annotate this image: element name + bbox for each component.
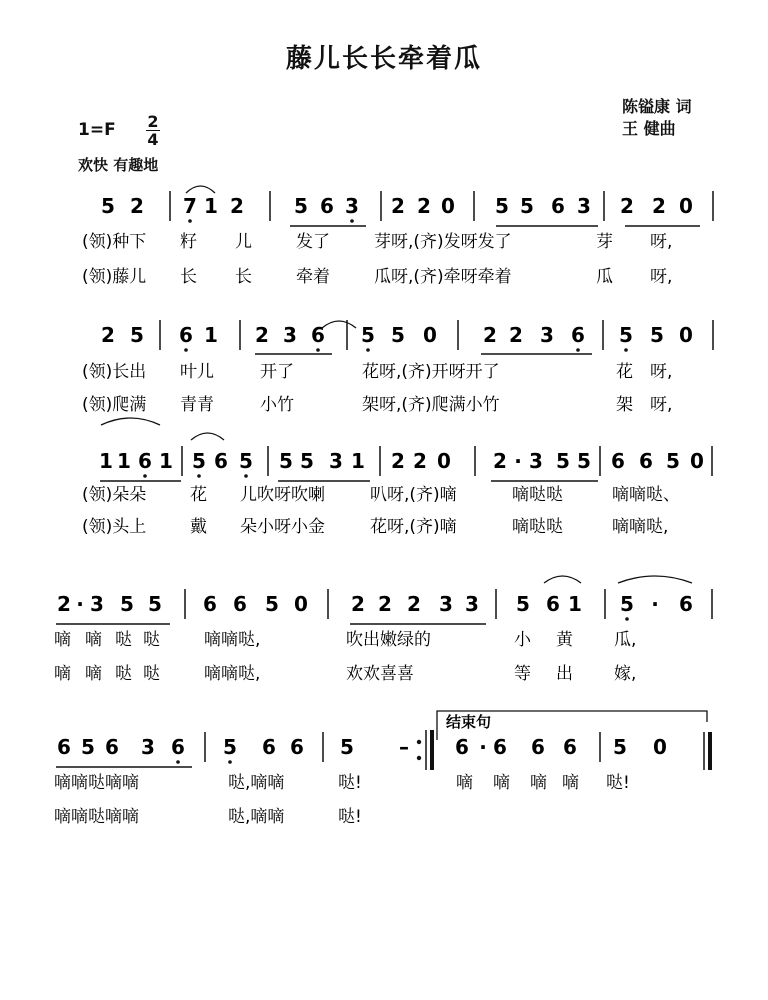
note-1-8: 3: [345, 194, 359, 218]
lyric-3-1-3: 儿吹呀吹喇: [240, 485, 325, 505]
note-5-11: 6: [455, 735, 469, 759]
note-1-17: 2: [652, 194, 666, 218]
note-1-16: 2: [620, 194, 634, 218]
low-octave-dot: [350, 219, 354, 223]
note-2-5: 2: [255, 323, 269, 347]
low-octave-dot: [176, 760, 180, 764]
lyric-4-1-2: 嘀: [85, 630, 102, 650]
note-5-16: 5: [613, 735, 627, 759]
lyric-1-2-4: 牵着: [296, 267, 330, 287]
lyric-3-1-4: 叭呀,(齐)嘀: [370, 485, 457, 505]
lyric-3-2-3: 朵小呀小金: [240, 517, 325, 537]
lyric-1-2-6: 瓜: [596, 267, 613, 287]
note-4-14: 3: [465, 592, 479, 616]
note-2-12: 2: [509, 323, 523, 347]
note-5-12: ·: [479, 735, 487, 759]
slur: [544, 576, 581, 583]
song-title: 藤儿长长牵着瓜: [285, 44, 482, 74]
note-2-9: 5: [391, 323, 405, 347]
note-4-9: 0: [294, 592, 308, 616]
note-2-1: 2: [101, 323, 115, 347]
note-2-2: 5: [130, 323, 144, 347]
lyric-1-1-6: 芽: [596, 232, 613, 252]
lyric-1-2-2: 长: [180, 267, 197, 287]
note-2-15: 5: [619, 323, 633, 347]
lyric-2-1-2: 叶儿: [180, 362, 214, 382]
lyric-5-2-3: 哒!: [338, 807, 362, 827]
lyric-2-1-1: (领)长出: [82, 362, 147, 382]
lyric-5-1-8: 哒!: [606, 773, 630, 793]
lyric-3-2-5: 嘀哒哒: [512, 517, 563, 537]
note-1-4: 1: [204, 194, 218, 218]
note-3-22: 5: [666, 449, 680, 473]
repeat-dot: [417, 756, 421, 760]
note-3-20: 6: [611, 449, 625, 473]
lyricist-credit: 陈镒康 词: [622, 97, 692, 116]
lyric-2-1-4: 花呀,(齐)开呀开了: [362, 362, 500, 382]
note-3-7: 5: [239, 449, 253, 473]
lyric-2-2-3: 小竹: [260, 395, 294, 415]
lyric-4-1-6: 吹出嫩绿的: [346, 630, 431, 650]
low-octave-dot: [197, 474, 201, 478]
note-3-19: 5: [577, 449, 591, 473]
low-octave-dot: [624, 348, 628, 352]
note-1-2: 2: [130, 194, 144, 218]
lyric-1-1-2: 籽: [180, 232, 197, 252]
low-octave-dot: [576, 348, 580, 352]
lyric-3-2-2: 戴: [190, 517, 207, 537]
note-3-23: 0: [690, 449, 704, 473]
note-2-10: 0: [423, 323, 437, 347]
note-2-14: 6: [571, 323, 585, 347]
lyric-2-1-3: 开了: [260, 362, 294, 382]
composer-credit: 王 健曲: [622, 119, 676, 138]
lyric-1-1-3: 儿: [235, 232, 252, 252]
lyric-3-2-1: (领)头上: [82, 517, 147, 537]
note-4-2: ·: [76, 592, 84, 616]
note-5-3: 6: [105, 735, 119, 759]
repeat-dot: [417, 740, 421, 744]
note-5-4: 3: [141, 735, 155, 759]
note-2-13: 3: [540, 323, 554, 347]
note-4-10: 2: [351, 592, 365, 616]
lyric-2-1-6: 呀,: [650, 362, 673, 382]
low-octave-dot: [244, 474, 248, 478]
note-4-1: 2: [57, 592, 71, 616]
lyric-4-2-3: 哒: [115, 664, 132, 684]
note-5-2: 5: [81, 735, 95, 759]
note-4-18: 5: [620, 592, 634, 616]
lyric-5-1-7: 嘀: [562, 773, 579, 793]
note-3-15: 2: [493, 449, 507, 473]
note-3-13: 2: [413, 449, 427, 473]
low-octave-dot: [366, 348, 370, 352]
lyric-5-1-3: 哒!: [338, 773, 362, 793]
low-octave-dot: [316, 348, 320, 352]
low-octave-dot: [228, 760, 232, 764]
note-3-9: 5: [300, 449, 314, 473]
note-4-17: 1: [568, 592, 582, 616]
time-signature-bottom: 4: [147, 130, 159, 149]
lyric-5-1-5: 嘀: [493, 773, 510, 793]
note-3-3: 6: [138, 449, 152, 473]
lyric-1-1-4: 发了: [296, 232, 330, 252]
lyric-3-1-1: (领)朵朵: [82, 485, 147, 505]
note-2-7: 6: [311, 323, 325, 347]
lyric-3-1-6: 嘀嘀哒、: [612, 485, 680, 505]
note-4-15: 5: [516, 592, 530, 616]
lyric-4-2-1: 嘀: [54, 664, 71, 684]
slur: [101, 418, 160, 425]
note-3-6: 6: [214, 449, 228, 473]
time-signature-top: 2: [147, 112, 159, 131]
lyric-4-1-7: 小: [514, 630, 531, 650]
lyric-5-1-4: 嘀: [456, 773, 473, 793]
note-4-4: 5: [120, 592, 134, 616]
note-5-17: 0: [653, 735, 667, 759]
lyric-4-1-9: 瓜,: [614, 630, 637, 650]
lyric-1-2-5: 瓜呀,(齐)牵呀牵着: [374, 267, 512, 287]
note-4-11: 2: [378, 592, 392, 616]
note-1-9: 2: [391, 194, 405, 218]
lyric-4-1-5: 嘀嘀哒,: [204, 630, 261, 650]
note-4-12: 2: [407, 592, 421, 616]
lyric-4-2-7: 等: [514, 664, 531, 684]
tempo-marking: 欢快 有趣地: [78, 156, 159, 174]
note-4-19: ·: [651, 592, 659, 616]
lyric-5-2-1: 嘀嘀哒嘀嘀: [54, 807, 139, 827]
note-3-8: 5: [279, 449, 293, 473]
note-1-3: 7: [183, 194, 197, 218]
note-4-7: 6: [233, 592, 247, 616]
note-5-7: 6: [262, 735, 276, 759]
lyric-2-1-5: 花: [616, 362, 633, 382]
note-3-18: 5: [556, 449, 570, 473]
slur: [322, 321, 356, 328]
note-2-17: 0: [679, 323, 693, 347]
note-1-7: 6: [320, 194, 334, 218]
lyric-2-2-5: 架: [616, 395, 633, 415]
note-4-5: 5: [148, 592, 162, 616]
lyric-2-2-2: 青青: [180, 395, 214, 415]
note-4-13: 3: [439, 592, 453, 616]
note-4-20: 6: [679, 592, 693, 616]
note-2-6: 3: [283, 323, 297, 347]
note-3-14: 0: [437, 449, 451, 473]
slur: [618, 576, 692, 583]
note-3-12: 2: [391, 449, 405, 473]
lyric-4-2-6: 欢欢喜喜: [346, 664, 414, 684]
ending-label: 结束句: [446, 713, 492, 731]
note-1-6: 5: [294, 194, 308, 218]
note-3-21: 6: [639, 449, 653, 473]
note-5-13: 6: [493, 735, 507, 759]
lyric-1-1-1: (领)种下: [82, 232, 147, 252]
lyric-5-1-2: 哒,嘀嘀: [228, 773, 285, 793]
lyric-4-1-8: 黄: [556, 630, 573, 650]
note-3-10: 3: [329, 449, 343, 473]
note-5-14: 6: [531, 735, 545, 759]
lyric-3-1-2: 花: [190, 485, 207, 505]
lyric-3-1-5: 嘀哒哒: [512, 485, 563, 505]
lyric-1-1-7: 呀,: [650, 232, 673, 252]
note-4-16: 6: [546, 592, 560, 616]
slur: [186, 186, 215, 193]
lyric-3-2-4: 花呀,(齐)嘀: [370, 517, 457, 537]
note-1-5: 2: [230, 194, 244, 218]
note-5-15: 6: [563, 735, 577, 759]
note-3-4: 1: [159, 449, 173, 473]
note-1-15: 3: [577, 194, 591, 218]
slur: [191, 433, 224, 440]
lyric-5-2-2: 哒,嘀嘀: [228, 807, 285, 827]
note-2-16: 5: [650, 323, 664, 347]
note-4-8: 5: [265, 592, 279, 616]
lyric-5-1-1: 嘀嘀哒嘀嘀: [54, 773, 139, 793]
note-3-16: ·: [514, 449, 522, 473]
note-4-6: 6: [203, 592, 217, 616]
note-3-17: 3: [529, 449, 543, 473]
note-2-11: 2: [483, 323, 497, 347]
lyric-2-2-4: 架呀,(齐)爬满小竹: [362, 395, 500, 415]
note-3-5: 5: [192, 449, 206, 473]
note-2-8: 5: [361, 323, 375, 347]
note-1-1: 5: [101, 194, 115, 218]
lyric-2-2-1: (领)爬满: [82, 395, 147, 415]
note-3-1: 1: [99, 449, 113, 473]
key-signature: 1=F: [78, 120, 116, 140]
note-5-6: 5: [223, 735, 237, 759]
note-4-3: 3: [90, 592, 104, 616]
lyric-1-2-7: 呀,: [650, 267, 673, 287]
lyric-4-2-9: 嫁,: [614, 664, 637, 684]
note-3-2: 1: [117, 449, 131, 473]
lyric-3-2-6: 嘀嘀哒,: [612, 517, 669, 537]
lyric-1-2-1: (领)藤儿: [82, 267, 147, 287]
note-3-11: 1: [351, 449, 365, 473]
note-5-8: 6: [290, 735, 304, 759]
lyric-4-1-3: 哒: [115, 630, 132, 650]
note-1-12: 5: [495, 194, 509, 218]
note-5-10: –: [399, 735, 409, 759]
lyric-5-1-6: 嘀: [530, 773, 547, 793]
note-2-4: 1: [204, 323, 218, 347]
lyric-4-1-1: 嘀: [54, 630, 71, 650]
lyric-4-2-5: 嘀嘀哒,: [204, 664, 261, 684]
low-octave-dot: [143, 474, 147, 478]
lyric-4-1-4: 哒: [143, 630, 160, 650]
note-1-18: 0: [679, 194, 693, 218]
lyric-4-2-4: 哒: [143, 664, 160, 684]
note-1-10: 2: [417, 194, 431, 218]
note-5-9: 5: [340, 735, 354, 759]
note-5-5: 6: [171, 735, 185, 759]
lyric-2-2-6: 呀,: [650, 395, 673, 415]
note-1-11: 0: [441, 194, 455, 218]
low-octave-dot: [625, 617, 629, 621]
note-5-1: 6: [57, 735, 71, 759]
note-2-3: 6: [179, 323, 193, 347]
note-1-14: 6: [551, 194, 565, 218]
lyric-4-2-8: 出: [556, 664, 573, 684]
lyric-4-2-2: 嘀: [85, 664, 102, 684]
low-octave-dot: [184, 348, 188, 352]
lyric-1-2-3: 长: [235, 267, 252, 287]
note-1-13: 5: [520, 194, 534, 218]
lyric-1-1-5: 芽呀,(齐)发呀发了: [374, 232, 512, 252]
low-octave-dot: [188, 219, 192, 223]
